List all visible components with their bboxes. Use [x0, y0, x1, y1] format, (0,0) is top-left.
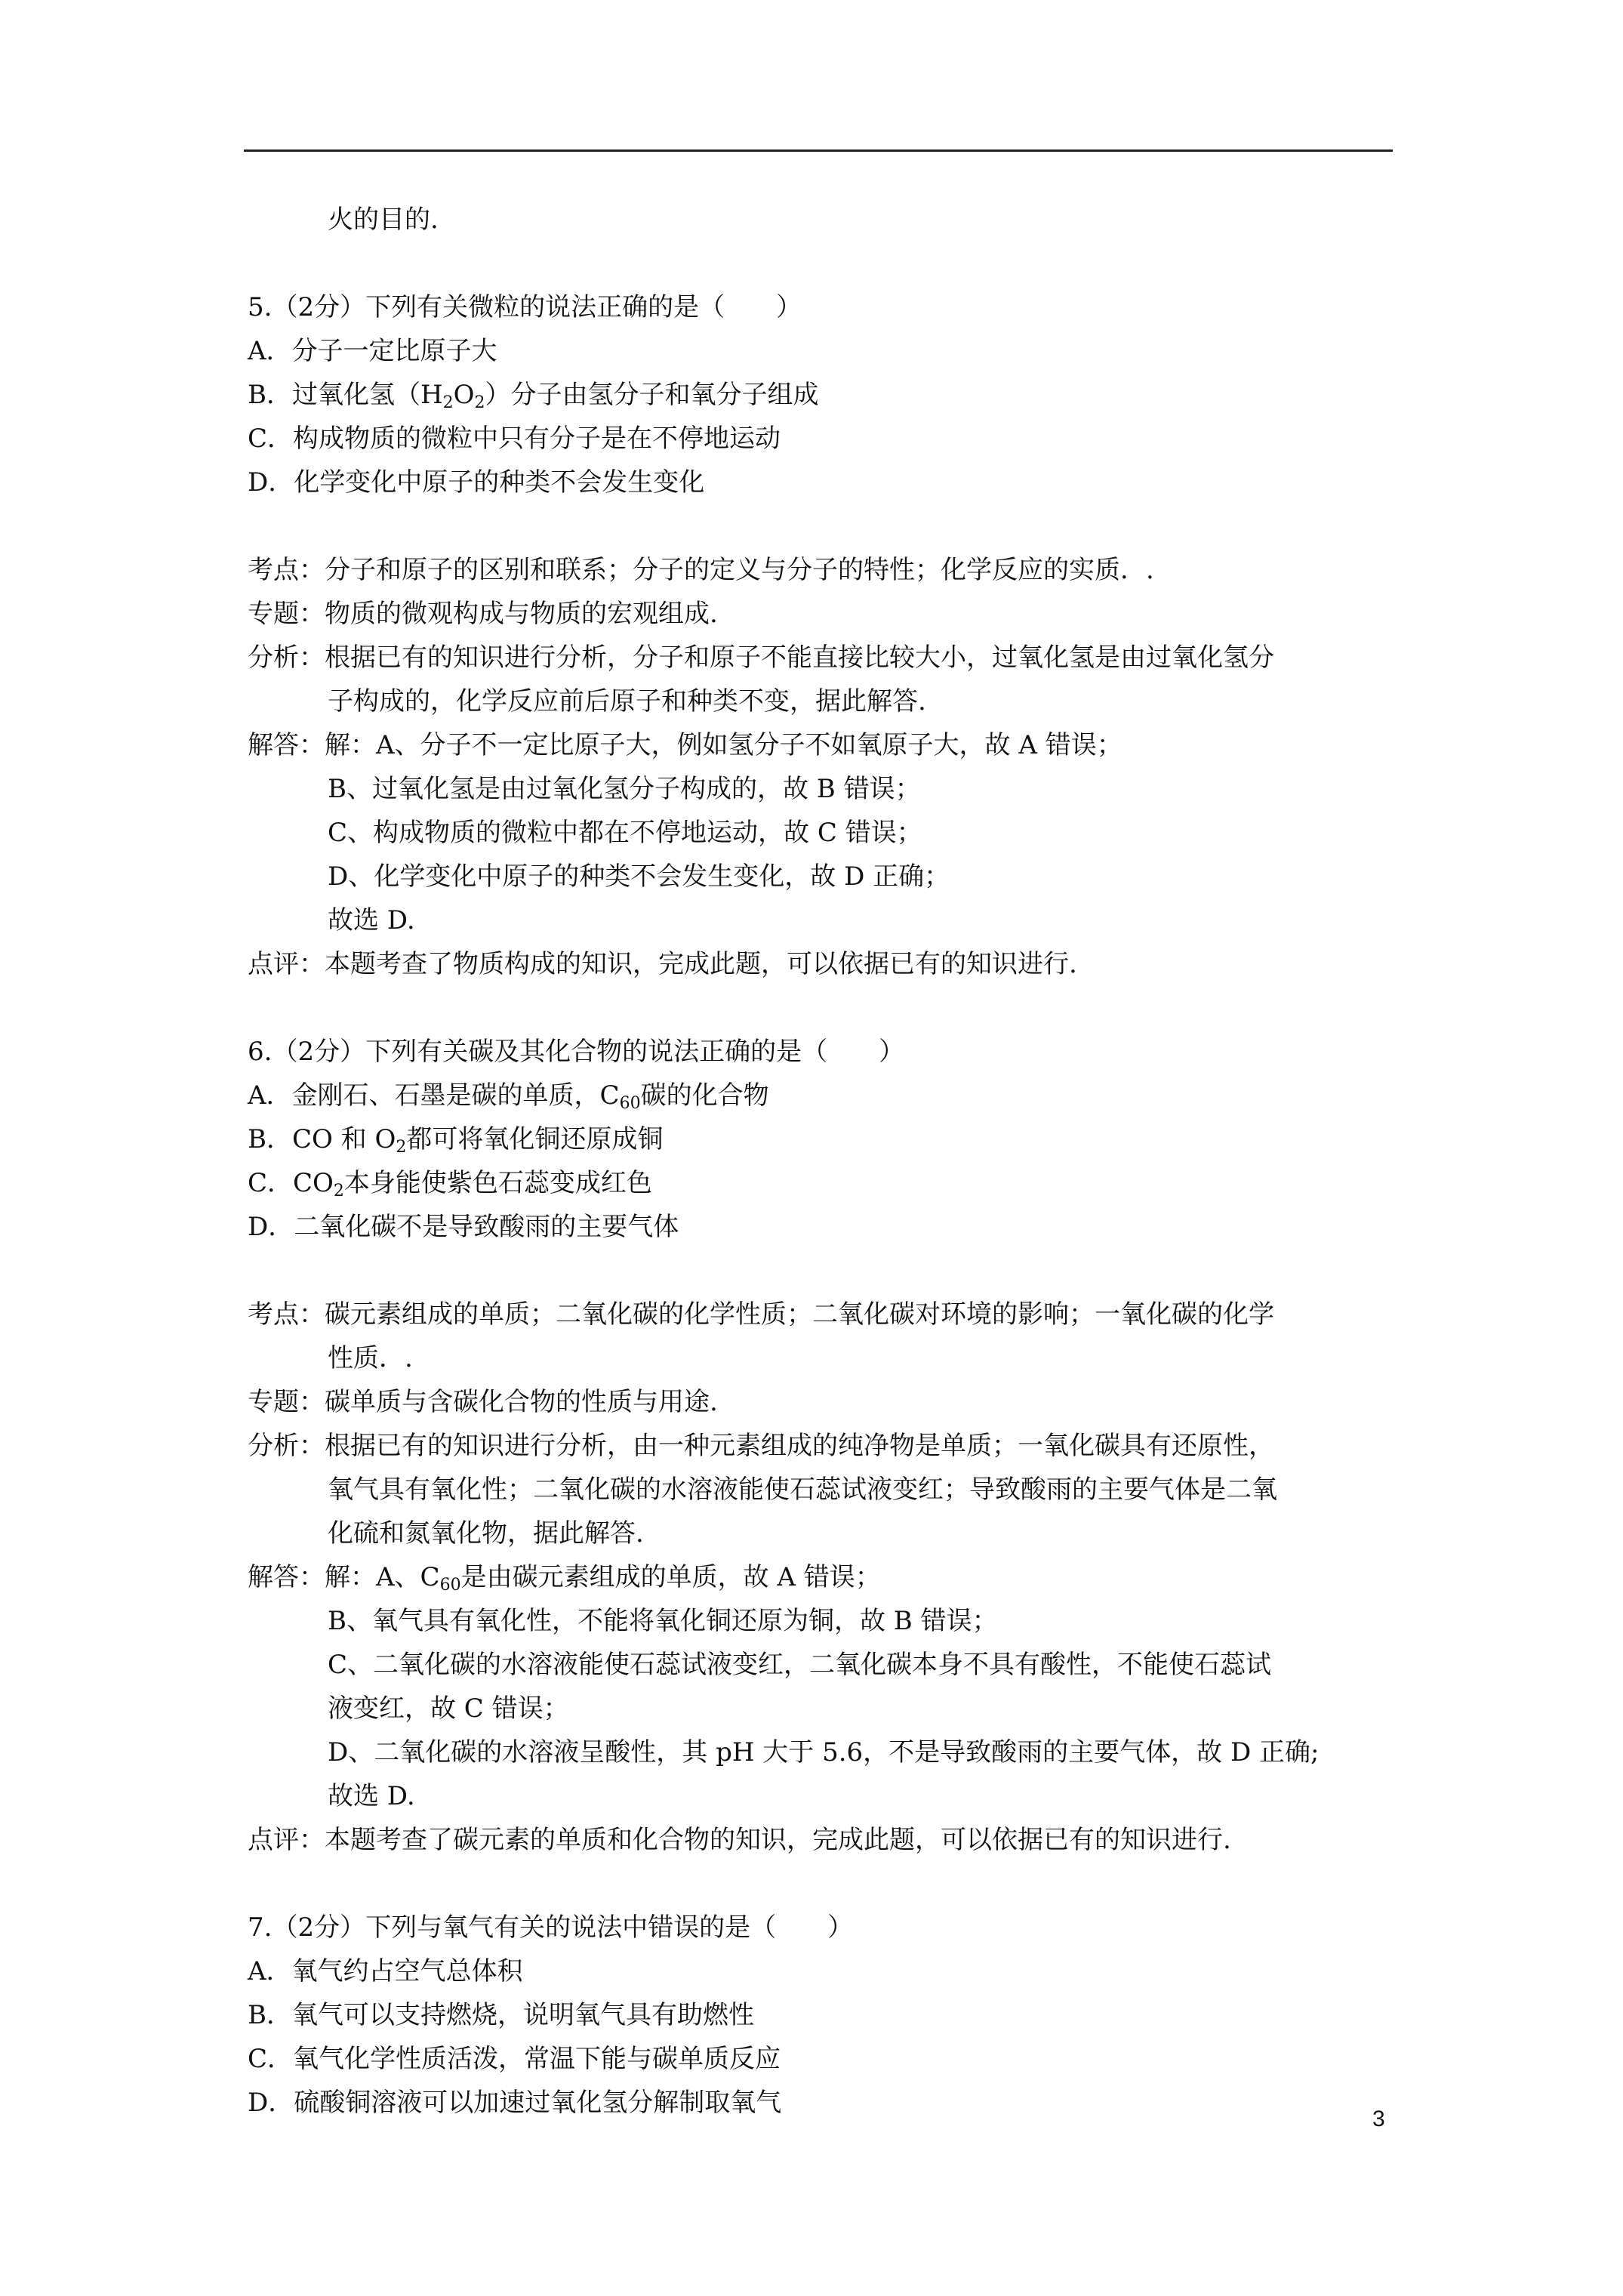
- jieda-b: B、氧气具有氧化性，不能将氧化铜还原为铜，故 B 错误；: [328, 1606, 998, 1636]
- option-a: A．分子一定比原子大: [248, 336, 497, 366]
- option-c: C．$CO_2$本身能使紫色石蕊变成红色: [248, 1168, 652, 1200]
- kaodian: 考点：碳元素组成的单质；二氧化碳的化学性质；二氧化碳对环境的影响；一氧化碳的化学: [248, 1299, 1274, 1330]
- question-stem: 5.（2分）下列有关微粒的说法正确的是（ ）: [248, 292, 802, 322]
- jieda-d: D、化学变化中原子的种类不会发生变化，故 D 正确；: [328, 861, 950, 892]
- kaodian-cont: 性质．.: [328, 1343, 413, 1373]
- jieda-d: D、二氧化碳的水溶液呈酸性，其 pH 大于 5.6，不是导致酸雨的主要气体，故 D 正确;: [328, 1737, 1320, 1767]
- jieda-c-cont: 液变红，故 C 错误；: [328, 1693, 569, 1724]
- question-stem: 7.（2分）下列与氧气有关的说法中错误的是（ ）: [248, 1912, 854, 1943]
- option-d: D．硫酸铜溶液可以加速过氧化氢分解制取氧气: [248, 2088, 782, 2118]
- jieda-b: B、过氧化氢是由过氧化氢分子构成的，故 B 错误；: [328, 774, 921, 804]
- jieda: 解答：解：A、$C_{60}$是由碳元素组成的单质，故 A 错误；: [248, 1562, 881, 1595]
- dianping: 点评：本题考查了物质构成的知识，完成此题，可以依据已有的知识进行.: [248, 949, 1077, 979]
- fenxi-cont: 氧气具有氧化性；二氧化碳的水溶液能使石蕊试液变红；导致酸雨的主要气体是二氧: [328, 1475, 1277, 1505]
- page-content: [248, 198, 1395, 2125]
- option-a: A．金刚石、石墨是碳的单质，$C_{60}$碳的化合物: [248, 1080, 769, 1113]
- question-7: [248, 1906, 1395, 2125]
- fenxi-cont: 子构成的，化学反应前后原子和种类不变，据此解答.: [328, 686, 926, 717]
- zhuanti: 专题：物质的微观构成与物质的宏观组成.: [248, 599, 718, 629]
- jieda-c: C、构成物质的微粒中都在不停地运动，故 C 错误；: [328, 818, 922, 848]
- option-c: C．构成物质的微粒中只有分子是在不停地运动: [248, 424, 781, 454]
- option-b: B．氧气可以支持燃烧，说明氧气具有助燃性: [248, 2000, 754, 2030]
- dianping: 点评：本题考查了碳元素的单质和化合物的知识，完成此题，可以依据已有的知识进行.: [248, 1825, 1231, 1855]
- jieda-c: C、二氧化碳的水溶液能使石蕊试液变红，二氧化碳本身不具有酸性，不能使石蕊试: [328, 1650, 1272, 1680]
- option-c: C．氧气化学性质活泼，常温下能与碳单质反应: [248, 2044, 781, 2074]
- option-d: D．化学变化中原子的种类不会发生变化: [248, 467, 705, 498]
- option-d: D．二氧化碳不是导致酸雨的主要气体: [248, 1212, 679, 1242]
- carryover-text: 火的目的.: [328, 205, 439, 235]
- kaodian: 考点：分子和原子的区别和联系；分子的定义与分子的特性；化学反应的实质．.: [248, 555, 1154, 585]
- page-number: 3: [1372, 2106, 1385, 2131]
- jieda: 解答：解：A、分子不一定比原子大，例如氢分子不如氧原子大，故 A 错误；: [248, 730, 1123, 760]
- option-b: B．过氧化氢$(H_2O_2)$分子由氢分子和氧分子组成: [248, 380, 819, 412]
- jieda-answer: 故选 D.: [328, 905, 415, 935]
- fenxi-cont: 化硫和氮氧化物，据此解答.: [328, 1518, 644, 1549]
- question-5: [248, 285, 1395, 986]
- header-rule: [244, 149, 1393, 152]
- zhuanti: 专题：碳单质与含碳化合物的性质与用途.: [248, 1387, 718, 1417]
- question-stem: 6.（2分）下列有关碳及其化合物的说法正确的是（ ）: [248, 1037, 905, 1067]
- fenxi: 分析：根据已有的知识进行分析，分子和原子不能直接比较大小，过氧化氢是由过氧化氢分: [248, 643, 1274, 673]
- option-b: B．CO 和 $O_2$都可将氧化铜还原成铜: [248, 1124, 664, 1157]
- fenxi: 分析：根据已有的知识进行分析，由一种元素组成的纯净物是单质；一氧化碳具有还原性，: [248, 1431, 1274, 1461]
- option-a: A．氧气约占空气总体积: [248, 1956, 523, 1986]
- question-6: [248, 1030, 1395, 1862]
- jieda-answer: 故选 D.: [328, 1781, 415, 1811]
